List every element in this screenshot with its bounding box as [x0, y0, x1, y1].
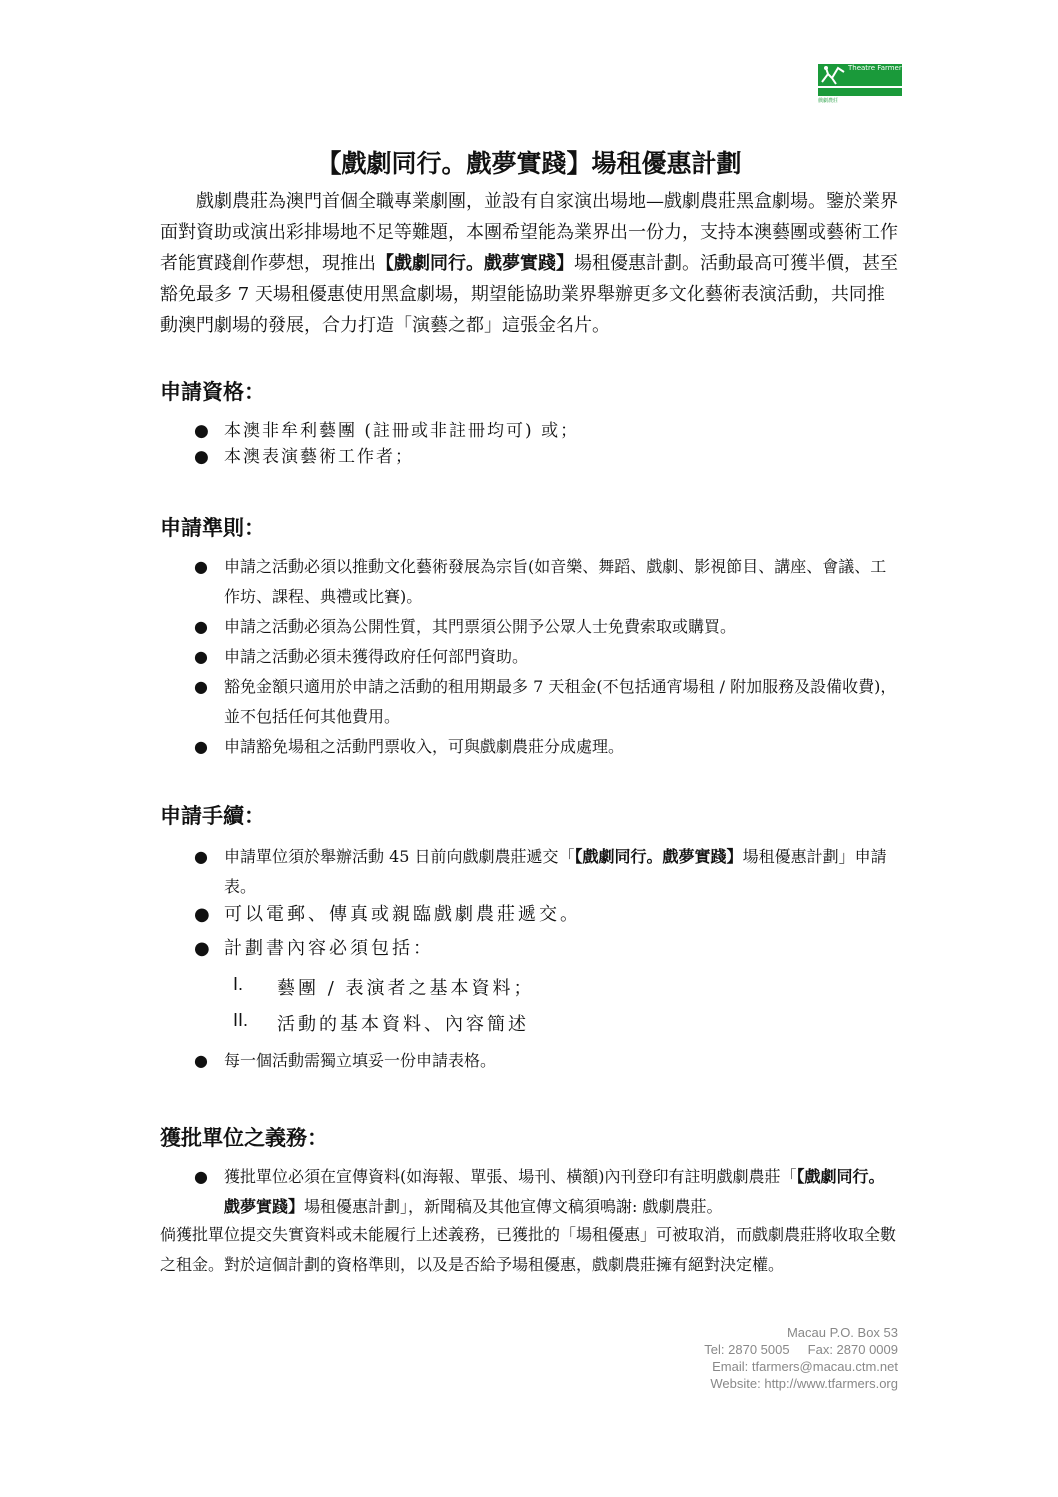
list-item: ● 每一個活動需獨立填妥一份申請表格。 [160, 1046, 900, 1076]
list-item: ● 可以電郵、傳真或親臨戲劇農莊遞交。 [160, 898, 900, 932]
eligibility-list [160, 418, 900, 470]
closing-paragraph: 倘獲批單位提交失實資料或未能履行上述義務，已獲批的「場租優惠」可被取消，而戲劇農莊將收取全數之租金。對於這個計劃的資格準則，以及是否給予場租優惠，戲劇農莊擁有絕對決定權。 [160, 1225, 897, 1274]
logo-sub-text: 戲劇農莊 [818, 98, 839, 104]
list-item: ● 申請單位須於舉辦活動 45 日前向戲劇農莊遞交「【戲劇同行。戲夢實踐】場租優惠計劃」申請表。 [160, 842, 900, 902]
bullet-icon: ● [194, 737, 208, 756]
bullet-icon: ● [194, 938, 213, 959]
intro-paragraph [160, 186, 900, 341]
footer-address: Macau P.O. Box 53 [786, 1325, 898, 1340]
list-item: ● 獲批單位必須在宣傳資料(如海報、單張、場刊、橫額)內刊登印有註明戲劇農莊「【戲劇同行。戲夢實踐】場租優惠計劃」，新聞稿及其他宣傳文稿須鳴謝: 戲劇農莊。 [160, 1162, 900, 1222]
list-item: ● 豁免金額只適用於申請之活動的租用期最多 7 天租金(不包括通宵場租 / 附加服務及設備收費)，並不包括任何其他費用。 [160, 672, 900, 732]
obligations-heading: 獲批單位之義務： [160, 1125, 328, 1150]
procedure-list-2 [160, 898, 900, 966]
obligations-program-name: 【戲劇同行。戲夢實踐】 [224, 1167, 885, 1216]
bullet-icon: ● [194, 647, 208, 666]
list-item: ● 申請之活動必須為公開性質，其門票須公開予公眾人士免費索取或購買。 [160, 612, 900, 642]
procedure-list [160, 842, 900, 902]
list-item: ● 申請之活動必須以推動文化藝術發展為宗旨(如音樂、舞蹈、戲劇、影視節目、講座、會議、工作坊、課程、典禮或比賽)。 [160, 552, 900, 612]
list-item: ● 計劃書內容必須包括： [160, 932, 900, 966]
dancer-figure-icon [818, 64, 848, 86]
obligations-list [160, 1162, 900, 1222]
bullet-icon: ● [194, 447, 211, 467]
list-item: ● 本澳非牟利藝團 (註冊或非註冊均可) 或； [160, 418, 900, 444]
bullet-icon: ● [194, 1167, 208, 1186]
footer-email: Email: tfarmers@macau.ctm.net [712, 1359, 898, 1374]
list-item: ● 本澳表演藝術工作者； [160, 444, 900, 470]
document-title: 【戲劇同行。戲夢實踐】場租優惠計劃 [316, 149, 742, 178]
bullet-icon: ● [194, 557, 208, 576]
procedure-heading: 申請手續： [160, 803, 265, 828]
logo-name: Theatre Farmers [848, 64, 906, 72]
eligibility-heading: 申請資格： [160, 379, 265, 404]
logo-sub-band [818, 88, 902, 96]
bullet-icon: ● [194, 904, 213, 925]
footer-website: Website: http://www.tfarmers.org [710, 1376, 898, 1391]
procedure-list-3 [160, 1046, 900, 1076]
procedure-program-name: 【戲劇同行。戲夢實踐】 [574, 847, 743, 866]
bullet-icon: ● [194, 677, 208, 696]
footer-phone-fax: Tel: 2870 5005 Fax: 2870 0009 [704, 1342, 898, 1357]
theatre-farmers-logo [818, 60, 906, 104]
rules-heading: 申請準則： [160, 515, 265, 540]
rules-list [160, 552, 900, 762]
bullet-icon: ● [194, 847, 208, 866]
intro-text-a: 戲劇農莊為澳門首個全職專業劇團，並設有自家演出場地—戲劇農莊黑盒劇場。鑒於業界面對資助或演出彩排場地不足等難題，本團希望能為業界出一份力，支持本澳藝團或藝術工作者能實踐創作夢想，現推出 [160, 191, 898, 274]
bullet-icon: ● [194, 1051, 208, 1070]
intro-program-name: 【戲劇同行。戲夢實踐】 [376, 253, 574, 274]
intro-text-c: 場租優惠計劃。活動最高可獲半價，甚至豁免最多 7 天場租優惠使用黑盒劇場，期望能協助業界舉辦更多文化藝術表演活動，共同推動澳門劇場的發展，合力打造「演藝之都」這張金名片。 [160, 253, 898, 336]
contact-footer [704, 1324, 898, 1392]
list-item: ● 申請豁免場租之活動門票收入，可與戲劇農莊分成處理。 [160, 732, 900, 762]
list-item: ● 申請之活動必須未獲得政府任何部門資助。 [160, 642, 900, 672]
bullet-icon: ● [194, 421, 211, 441]
bullet-icon: ● [194, 617, 208, 636]
